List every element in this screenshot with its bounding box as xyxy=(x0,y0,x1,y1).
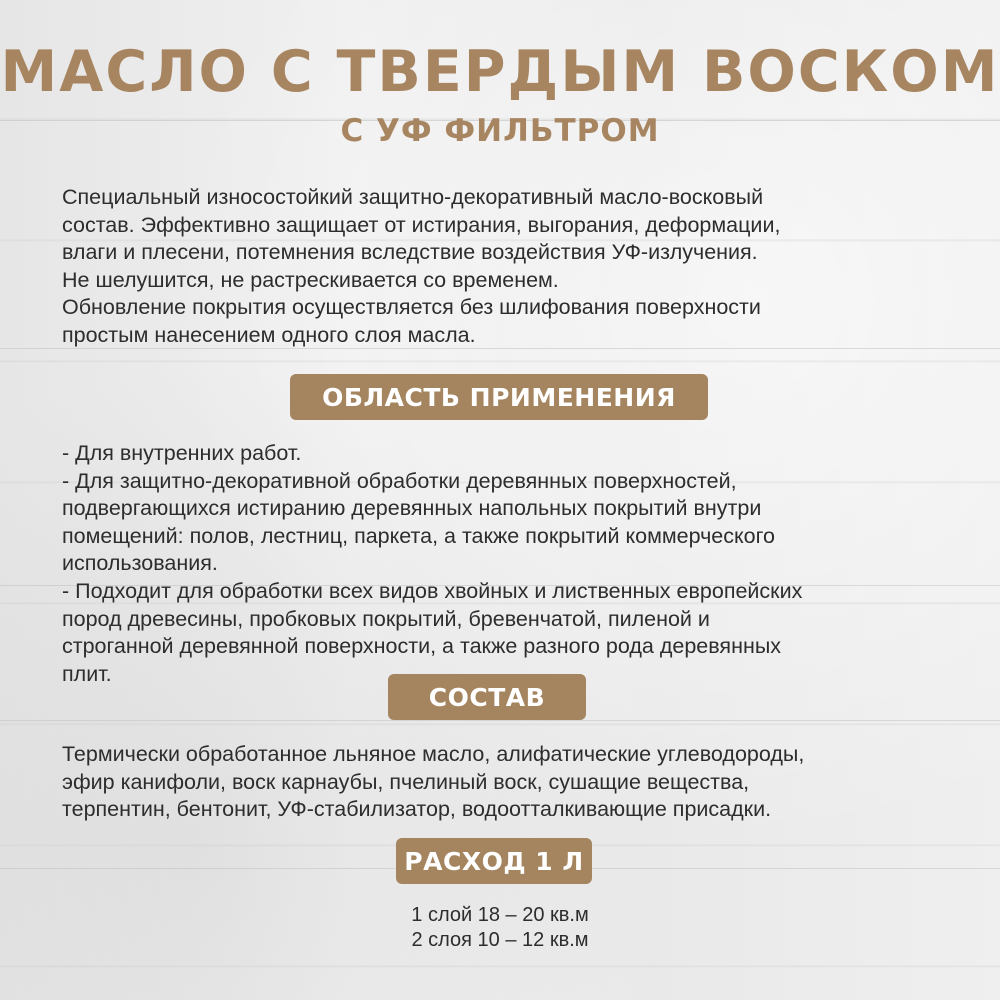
page-subtitle: С УФ ФИЛЬТРОМ xyxy=(340,113,660,149)
composition-heading-badge xyxy=(388,674,586,720)
application-line: плит. xyxy=(62,661,112,686)
application-line: - Для защитно-декоративной обработки деревянных поверхностей, xyxy=(62,468,737,493)
description-line: Специальный износостойкий защитно-декоративный масло-восковый xyxy=(62,185,764,209)
description-line: простым нанесением одного слоя масла. xyxy=(62,322,476,347)
application-line: помещений: полов, лестниц, паркета, а также покрытий коммерческого xyxy=(62,523,775,548)
consumption-block xyxy=(0,903,1000,953)
description-line: состав. Эффективно защищает от истирания, выгорания, деформации, xyxy=(62,212,781,237)
consumption-heading-badge xyxy=(396,838,592,884)
composition-heading: СОСТАВ xyxy=(428,682,546,712)
consumption-line: 2 слоя 10 – 12 кв.м xyxy=(411,929,589,951)
description-line: Не шелушится, не растрескивается со временем. xyxy=(62,267,559,292)
application-line: строганной деревянной поверхности, а также разного рода деревянных xyxy=(62,634,782,659)
composition-line: эфир канифоли, воск карнаубы, пчелиный воск, сушащие вещества, xyxy=(62,769,750,794)
application-heading-badge xyxy=(290,374,708,420)
application-line: - Подходит для обработки всех видов хвойных и лиственных европейских xyxy=(62,578,803,603)
application-heading: ОБЛАСТЬ ПРИМЕНЕНИЯ xyxy=(322,382,676,412)
consumption-line: 1 слой 18 – 20 кв.м xyxy=(411,904,589,926)
composition-line: Термически обработанное льняное масло, алифатические углеводороды, xyxy=(62,742,805,766)
description-block xyxy=(62,184,780,350)
page-title: МАСЛО С ТВЕРДЫМ ВОСКОМ xyxy=(0,39,1000,105)
description-line: Обновление покрытия осуществляется без шлифования поверхности xyxy=(62,295,761,320)
application-line: - Для внутренних работ. xyxy=(62,441,302,465)
composition-block xyxy=(62,741,804,824)
description-line: влаги и плесени, потемнения вследствие воздействия УФ-излучения. xyxy=(62,240,758,265)
consumption-heading: РАСХОД 1 Л xyxy=(404,846,584,876)
application-block xyxy=(62,440,802,688)
composition-line: терпентин, бентонит, УФ-стабилизатор, водоотталкивающие присадки. xyxy=(62,797,772,822)
application-line: пород древесины, пробковых покрытий, бревенчатой, пиленой и xyxy=(62,606,710,631)
wood-texture-line xyxy=(0,720,1000,721)
application-line: подвергающихся истиранию деревянных напольных покрытий внутри xyxy=(62,496,762,521)
application-line: использования. xyxy=(62,551,218,576)
